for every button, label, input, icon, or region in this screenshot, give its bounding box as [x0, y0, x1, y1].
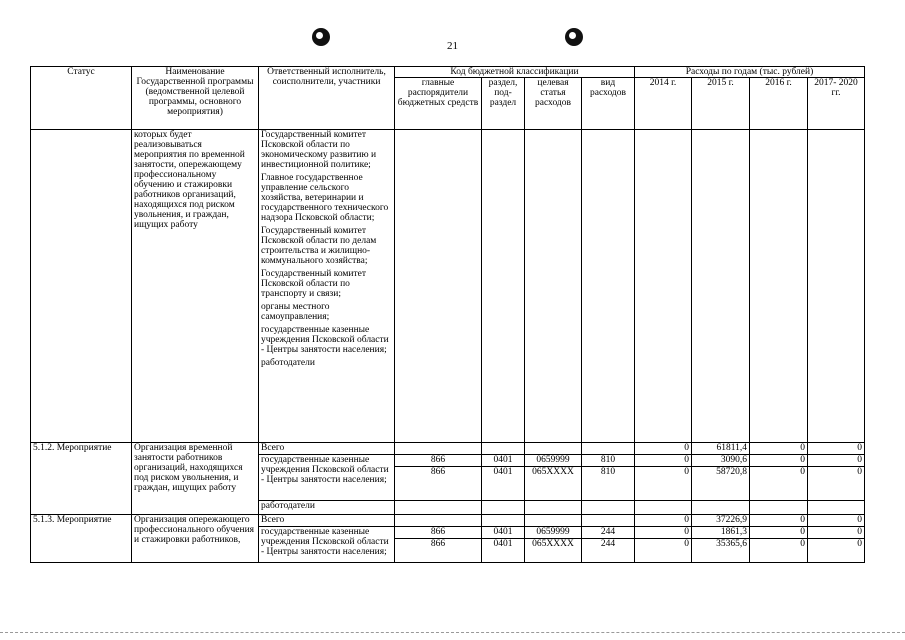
cell-2017: 0: [808, 467, 865, 501]
m512-employers: работодатели: [259, 501, 395, 515]
participant: Государственный комитет Псковской области по транспорту и связи;: [261, 269, 367, 299]
cell-type: 810: [582, 467, 635, 501]
cell-2017: 0: [808, 527, 865, 539]
cell-grbs: 866: [395, 467, 482, 501]
cell-section: 0401: [482, 527, 525, 539]
participant: Государственный комитет Псковской области по делам строительства и жилищно-коммунального хозяйства;: [261, 226, 377, 266]
cell-2014: 0: [635, 539, 692, 563]
m512-total-row: [31, 443, 865, 455]
m513-total-2015: 37226,9: [692, 515, 750, 527]
cell-2014: 0: [635, 467, 692, 501]
cell-section: 0401: [482, 467, 525, 501]
page-number: 21: [447, 40, 458, 52]
cell-type: 810: [582, 455, 635, 467]
continuation-participants: [259, 130, 395, 443]
header-target: целевая статья расходов: [525, 78, 582, 130]
header-section: раздел, под- раздел: [482, 78, 525, 130]
cell-2016: 0: [750, 527, 808, 539]
header-type: вид расходов: [582, 78, 635, 130]
cell-2015: 3090,6: [692, 455, 750, 467]
m513-total-2016: 0: [750, 515, 808, 527]
header-grbs: главные распорядители бюджетных средств: [395, 78, 482, 130]
cell-2017: 0: [808, 455, 865, 467]
header-responsible: Ответственный исполнитель, соисполнители, участники: [259, 67, 395, 130]
cell-2016: 0: [750, 539, 808, 563]
cell-grbs: 866: [395, 527, 482, 539]
continuation-status: [31, 130, 132, 443]
header-2015: 2015 г.: [692, 78, 750, 130]
m512-total-2015: 61811,4: [692, 443, 750, 455]
participant: государственные казенные учреждения Псковской области - Центры занятости населения;: [261, 325, 389, 355]
m513-total-2014: 0: [635, 515, 692, 527]
m512-name: Организация временной занятости работников организаций, находящихся под риском увольнения, и граждан, ищущих работу: [132, 443, 259, 515]
cell-section: 0401: [482, 539, 525, 563]
cell-2014: 0: [635, 455, 692, 467]
m513-status: 5.1.3. Мероприятие: [31, 515, 132, 563]
m513-total-label: Всего: [259, 515, 395, 527]
cell-target: 0659999: [525, 527, 582, 539]
header-2014: 2014 г.: [635, 78, 692, 130]
header-status: Статус: [31, 67, 132, 130]
cell-2015: 58720,8: [692, 467, 750, 501]
cell-2015: 35365,6: [692, 539, 750, 563]
header-budget-code: Код бюджетной классификации: [395, 67, 635, 78]
cell-type: 244: [582, 527, 635, 539]
cell-2016: 0: [750, 467, 808, 501]
continuation-row: [31, 130, 865, 443]
cell-target: 065XXXX: [525, 467, 582, 501]
page-bottom-edge: [0, 632, 905, 633]
m513-agency: государственные казенные учреждения Псковской области - Центры занятости населения;: [259, 527, 395, 563]
continuation-name: которых будет реализовываться мероприятия по временной занятости, опережающему профессиональному обучению и стажировки работников организаций, находящихся под риском увольнения, и граждан, ищущих работу: [132, 130, 259, 443]
cell-target: 0659999: [525, 455, 582, 467]
m513-name: Организация опережающего профессионального обучения и стажировки работников,: [132, 515, 259, 563]
header-row-1: [31, 67, 865, 78]
participant: работодатели: [261, 358, 315, 368]
cell-grbs: 866: [395, 455, 482, 467]
m512-agency: государственные казенные учреждения Псковской области - Центры занятости населения;: [259, 455, 395, 501]
cell-2016: 0: [750, 455, 808, 467]
m512-total-2017: 0: [808, 443, 865, 455]
m512-total-2016: 0: [750, 443, 808, 455]
m513-total-2017: 0: [808, 515, 865, 527]
m512-total-2014: 0: [635, 443, 692, 455]
m512-status: 5.1.2. Мероприятие: [31, 443, 132, 515]
cell-grbs: 866: [395, 539, 482, 563]
header-2016: 2016 г.: [750, 78, 808, 130]
cell-type: 244: [582, 539, 635, 563]
m512-total-label: Всего: [259, 443, 395, 455]
header-2017-2020: 2017- 2020 гг.: [808, 78, 865, 130]
header-name: Наименование Государственной программы (ведомственной целевой программы, основного мероприятия): [132, 67, 259, 130]
participant: Главное государственное управление сельского хозяйства, ветеринарии и государственного технического надзора Псковской области;: [261, 173, 389, 223]
m513-total-row: [31, 515, 865, 527]
cell-section: 0401: [482, 455, 525, 467]
cell-2014: 0: [635, 527, 692, 539]
cell-2017: 0: [808, 539, 865, 563]
cell-2015: 1861,3: [692, 527, 750, 539]
participant: Государственный комитет Псковской области по экономическому развитию и инвестиционной политике;: [261, 130, 377, 170]
participant: органы местного самоуправления;: [261, 302, 330, 322]
header-expenses: Расходы по годам (тыс. рублей): [635, 67, 865, 78]
cell-target: 065XXXX: [525, 539, 582, 563]
budget-table: [30, 66, 865, 563]
